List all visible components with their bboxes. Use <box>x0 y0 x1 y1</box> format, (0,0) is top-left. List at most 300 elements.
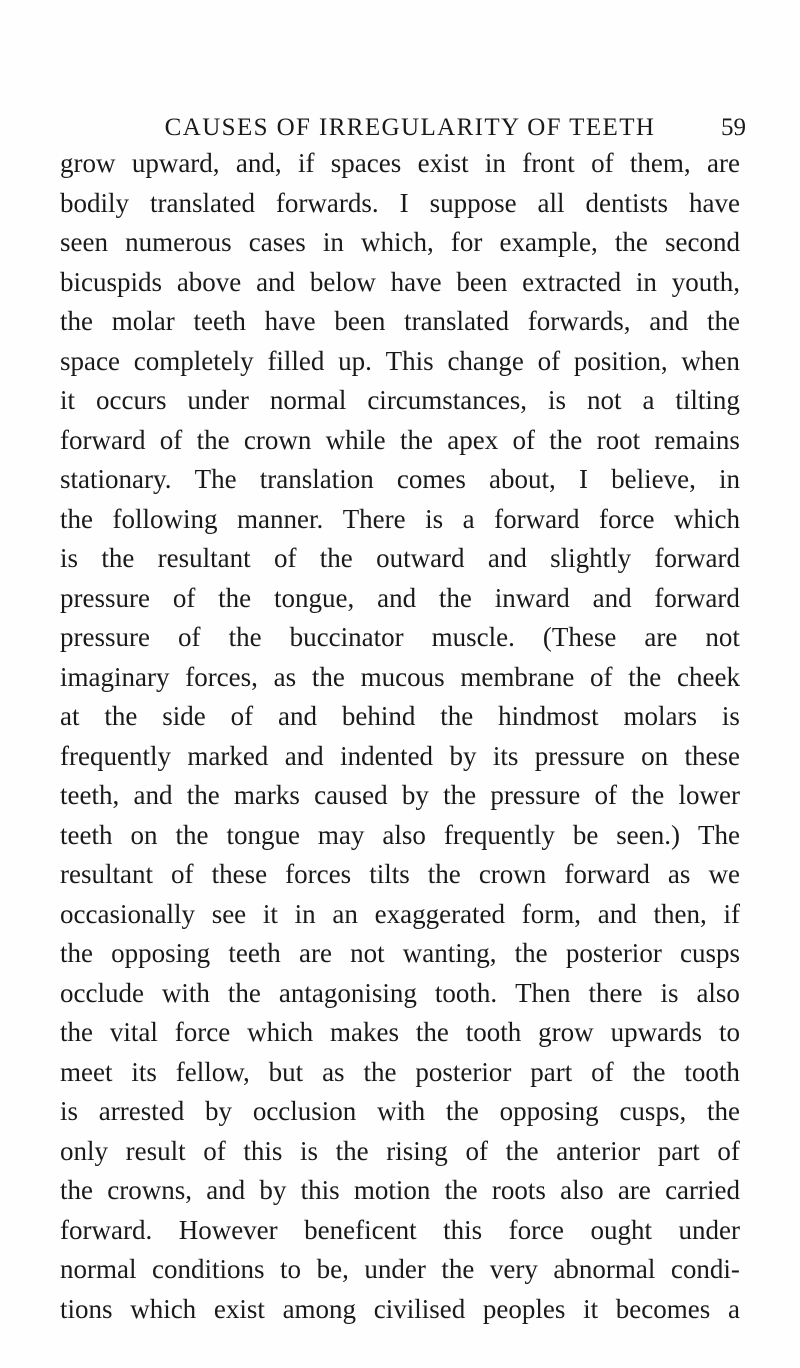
word: very <box>489 1254 538 1284</box>
word: result <box>125 1135 186 1166</box>
word: of <box>512 424 535 455</box>
word: translated <box>404 306 510 336</box>
word: the <box>706 1096 740 1126</box>
word: beneficent <box>304 1214 417 1245</box>
word: above <box>176 266 242 297</box>
word: and <box>597 898 637 929</box>
word: resultant <box>60 859 153 889</box>
word: slightly <box>550 543 632 573</box>
word: of <box>178 622 201 652</box>
word: occlusion <box>252 1096 357 1126</box>
word: marks <box>233 780 300 810</box>
word: peoples <box>482 1293 566 1324</box>
word: manner. <box>236 503 324 534</box>
word: pressure <box>490 780 581 810</box>
word: have <box>689 187 740 218</box>
word: pressure <box>60 622 150 652</box>
word: and <box>592 582 632 613</box>
word: the <box>60 503 93 534</box>
word: its <box>131 1056 157 1087</box>
word: a <box>727 1293 740 1324</box>
word: believe, <box>611 464 696 494</box>
word: are <box>617 1175 651 1205</box>
word: in <box>294 898 316 929</box>
word: civilised <box>373 1293 466 1324</box>
word: when <box>681 345 740 376</box>
text-line <box>60 1053 740 1093</box>
text-line <box>60 1290 740 1330</box>
word: up. <box>338 345 372 376</box>
text-line <box>60 1171 740 1211</box>
word: translation <box>259 464 374 494</box>
text-line <box>60 302 740 342</box>
word: under <box>678 1214 740 1245</box>
word: tongue, <box>274 582 355 613</box>
word: under <box>187 385 249 415</box>
word: comes <box>396 464 466 494</box>
word: bodily <box>60 187 130 218</box>
word: the <box>335 1135 369 1166</box>
text-line <box>60 184 740 224</box>
word: the <box>427 859 461 889</box>
word: the <box>311 661 345 692</box>
word: conditions <box>152 1254 265 1284</box>
word: indented <box>340 740 434 771</box>
word: the <box>60 1017 93 1047</box>
word: not <box>350 938 385 968</box>
word: with <box>377 1096 426 1126</box>
word: at <box>60 701 80 731</box>
word: teeth <box>228 938 281 968</box>
word: teeth <box>60 819 113 850</box>
word: the <box>319 543 353 573</box>
word: the <box>60 1175 93 1205</box>
word: makes <box>330 1017 399 1047</box>
word: grow <box>60 148 116 178</box>
word: There <box>342 503 406 534</box>
word: The <box>698 819 740 850</box>
text-line <box>60 658 740 698</box>
word: forward <box>654 582 740 613</box>
word: of <box>465 1135 488 1166</box>
word: in <box>718 464 740 494</box>
word: the <box>445 1096 479 1126</box>
word: about, <box>489 464 556 494</box>
word: its <box>492 740 519 771</box>
word: the <box>441 1254 475 1284</box>
body-text <box>60 144 740 1329</box>
word: spaces <box>330 148 402 178</box>
word: and <box>487 543 527 573</box>
word: apex <box>447 424 499 455</box>
word: occurs <box>95 385 167 415</box>
text-line <box>60 421 740 461</box>
word: by <box>205 1096 233 1126</box>
word: pressure <box>534 740 625 771</box>
word: and <box>256 266 296 297</box>
word: tooth <box>684 1056 740 1087</box>
word: stationary. <box>60 464 172 494</box>
word: exist <box>417 148 469 178</box>
text-line <box>60 697 740 737</box>
word: been <box>456 266 508 297</box>
word: crowns, <box>107 1175 192 1205</box>
word: of <box>594 780 618 810</box>
word: tooth <box>465 1017 522 1047</box>
word: as <box>322 1056 345 1087</box>
word: exist <box>213 1293 265 1324</box>
word: forward <box>494 503 580 534</box>
word: tongue <box>226 819 300 850</box>
word: of <box>591 1056 614 1087</box>
text-line <box>60 816 740 856</box>
word: are <box>706 148 740 178</box>
word: fellow, <box>175 1056 250 1087</box>
word: is <box>60 543 79 573</box>
page-number: 59 <box>721 114 746 141</box>
word: a <box>462 503 475 534</box>
word: suppose <box>429 187 517 218</box>
word: also <box>382 819 426 850</box>
word: The <box>194 464 237 494</box>
word: upwards <box>610 1017 703 1047</box>
word: have <box>390 266 442 297</box>
word: not <box>586 385 622 415</box>
word: of <box>273 543 297 573</box>
word: force <box>599 503 655 534</box>
word: may <box>317 819 365 850</box>
word: However <box>178 1214 278 1245</box>
word: the <box>175 819 209 850</box>
word: it <box>60 385 76 415</box>
word: and, <box>235 148 282 178</box>
word: arrested <box>98 1096 185 1126</box>
word: translated <box>149 187 255 218</box>
word: as <box>273 661 297 692</box>
text-line <box>60 1250 740 1290</box>
word: I <box>399 187 409 218</box>
text-line <box>60 776 740 816</box>
word: example, <box>499 227 598 257</box>
word: of <box>591 148 614 178</box>
word: and <box>278 701 317 731</box>
word: this <box>443 1214 483 1245</box>
word: hindmost <box>498 701 599 731</box>
word: forward <box>60 424 146 455</box>
word: and <box>284 740 324 771</box>
word: meet <box>60 1056 113 1087</box>
word: posterior <box>415 1056 512 1087</box>
word: becomes <box>615 1293 711 1324</box>
text-line <box>60 539 740 579</box>
word: force <box>508 1214 565 1245</box>
word: and <box>133 780 173 810</box>
text-line <box>60 1132 740 1172</box>
word: under <box>364 1254 426 1284</box>
word: force <box>174 1017 231 1047</box>
word: the <box>101 543 135 573</box>
word: membrane <box>460 661 575 692</box>
word: if <box>723 898 740 929</box>
word: forces, <box>185 661 258 692</box>
text-line <box>60 737 740 777</box>
word: cusps, <box>619 1096 687 1126</box>
word: a <box>642 385 655 415</box>
word: the <box>60 938 93 968</box>
word: abnormal <box>553 1254 656 1284</box>
word: marked <box>187 740 269 771</box>
word: for <box>450 227 483 257</box>
word: all <box>537 187 565 218</box>
word: is <box>60 1096 79 1126</box>
word: of <box>203 1135 226 1166</box>
word: of <box>159 424 183 455</box>
word: be <box>572 819 599 850</box>
word: to <box>718 1017 740 1047</box>
word: rising <box>386 1135 448 1166</box>
word: we <box>708 859 740 889</box>
word: if <box>297 148 315 178</box>
word: ought <box>590 1214 653 1245</box>
word: normal <box>269 385 347 415</box>
word: remains <box>654 424 740 455</box>
word: position, <box>573 345 668 376</box>
word: in <box>484 148 506 178</box>
text-line <box>60 855 740 895</box>
word: is <box>547 385 566 415</box>
word: imaginary <box>60 661 170 692</box>
word: extracted <box>522 266 622 297</box>
word: it <box>583 1293 599 1324</box>
word: and <box>649 306 689 336</box>
word: opposing <box>499 1096 599 1126</box>
word: to <box>280 1254 302 1284</box>
word: which, <box>361 227 434 257</box>
word: is <box>425 503 444 534</box>
text-line <box>60 579 740 619</box>
word: the <box>505 1135 539 1166</box>
text-line <box>60 500 740 540</box>
word: pressure <box>60 582 150 613</box>
text-line <box>60 974 740 1014</box>
word: tions <box>60 1293 113 1324</box>
word: outward <box>376 543 465 573</box>
word: on <box>641 740 669 771</box>
word: This <box>385 345 434 376</box>
word: only <box>60 1135 109 1166</box>
word: seen.) <box>616 819 681 850</box>
word: it <box>262 898 278 929</box>
word: be, <box>316 1254 349 1284</box>
word: side <box>162 701 206 731</box>
word: also <box>696 977 740 1008</box>
word: frequently <box>443 819 555 850</box>
word: in <box>322 227 344 257</box>
word: behind <box>341 701 416 731</box>
word: the <box>706 306 740 336</box>
word: molar <box>111 306 175 336</box>
word: the <box>549 424 583 455</box>
word: anterior <box>556 1135 641 1166</box>
word: and <box>377 582 417 613</box>
word: the <box>444 1175 478 1205</box>
word: the <box>399 424 433 455</box>
word: these <box>211 859 268 889</box>
word: the <box>218 582 252 613</box>
text-line <box>60 223 740 263</box>
word: and <box>206 1175 246 1205</box>
word: front <box>522 148 575 178</box>
word: (These <box>542 622 617 652</box>
word: root <box>596 424 641 455</box>
word: I <box>578 464 588 494</box>
text-line <box>60 1092 740 1132</box>
word: inward <box>494 582 570 613</box>
word: caused <box>314 780 388 810</box>
word: the <box>628 661 662 692</box>
word: while <box>325 424 386 455</box>
word: are <box>644 622 678 652</box>
word: forward <box>654 543 740 573</box>
word: which <box>130 1293 197 1324</box>
text-line <box>60 895 740 935</box>
word: completely <box>133 345 254 376</box>
word: teeth, <box>60 780 120 810</box>
word: grow <box>538 1017 594 1047</box>
word: the <box>443 780 477 810</box>
word: but <box>268 1056 304 1087</box>
word: the <box>415 1017 449 1047</box>
word: on <box>130 819 158 850</box>
word: Then <box>515 977 571 1008</box>
word: forwards. <box>275 187 379 218</box>
word: roots <box>491 1175 546 1205</box>
word: normal <box>60 1254 137 1284</box>
word: the <box>186 780 220 810</box>
word: as <box>667 859 691 889</box>
word: is <box>660 977 679 1008</box>
word: posterior <box>565 938 662 968</box>
text-line <box>60 263 740 303</box>
word: which <box>673 503 740 534</box>
running-title: CAUSES OF IRREGULARITY OF TEETH <box>164 114 656 141</box>
word: forces <box>285 859 352 889</box>
word: of <box>230 701 254 731</box>
word: them, <box>629 148 691 178</box>
word: the <box>514 938 548 968</box>
text-line <box>60 1013 740 1053</box>
word: also <box>560 1175 604 1205</box>
word: crown <box>478 859 547 889</box>
word: an <box>332 898 358 929</box>
word: numerous <box>125 227 232 257</box>
text-line <box>60 342 740 382</box>
word: muscle. <box>431 622 515 652</box>
word: the <box>363 1056 397 1087</box>
word: of <box>537 345 561 376</box>
word: upward, <box>131 148 220 178</box>
text-line <box>60 934 740 974</box>
word: the <box>196 424 230 455</box>
word: there <box>588 977 643 1008</box>
word: cases <box>248 227 306 257</box>
word: the <box>227 977 261 1008</box>
word: occlude <box>60 977 144 1008</box>
word: not <box>705 622 740 652</box>
word: youth, <box>671 266 740 297</box>
word: crown <box>243 424 312 455</box>
word: mucous <box>360 661 445 692</box>
word: antagonising <box>278 977 417 1008</box>
word: this <box>300 1175 340 1205</box>
word: opposing <box>111 938 211 968</box>
word: see <box>211 898 247 929</box>
word: the <box>631 780 665 810</box>
word: is <box>300 1135 319 1166</box>
word: following <box>112 503 218 534</box>
word: filled <box>267 345 325 376</box>
word: wanting, <box>402 938 497 968</box>
word: this <box>243 1135 283 1166</box>
word: the <box>228 622 262 652</box>
word: with <box>161 977 210 1008</box>
word: have <box>264 306 316 336</box>
word: by <box>449 740 477 771</box>
word: occasionally <box>60 898 195 929</box>
word: below <box>309 266 376 297</box>
word: the <box>632 1056 666 1087</box>
word: molars <box>623 701 697 731</box>
word: tooth. <box>434 977 498 1008</box>
word: in <box>635 266 657 297</box>
word: is <box>721 701 740 731</box>
word: part <box>530 1056 573 1087</box>
word: the <box>440 701 474 731</box>
word: are <box>298 938 332 968</box>
word: change <box>447 345 524 376</box>
word: space <box>60 345 120 376</box>
word: of <box>717 1135 740 1166</box>
word: form, <box>521 898 582 929</box>
word: the <box>614 227 648 257</box>
word: forward. <box>60 1214 153 1245</box>
word: forward <box>564 859 650 889</box>
word: by <box>259 1175 287 1205</box>
word: seen <box>60 227 108 257</box>
word: buccinator <box>289 622 404 652</box>
word: which <box>247 1017 314 1047</box>
word: motion <box>353 1175 431 1205</box>
word: of <box>172 582 196 613</box>
word: bicuspids <box>60 266 163 297</box>
word: been <box>334 306 386 336</box>
word: forwards, <box>527 306 631 336</box>
word: then, <box>653 898 707 929</box>
word: carried <box>665 1175 740 1205</box>
word: vital <box>109 1017 158 1047</box>
word: of <box>171 859 194 889</box>
word: dentists <box>585 187 669 218</box>
text-line <box>60 618 740 658</box>
word: condi- <box>670 1254 740 1284</box>
word: circumstances, <box>367 385 528 415</box>
word: the <box>60 306 93 336</box>
word: tilting <box>675 385 740 415</box>
text-line <box>60 144 740 184</box>
word: exaggerated <box>374 898 506 929</box>
text-line <box>60 381 740 421</box>
word: resultant <box>157 543 251 573</box>
